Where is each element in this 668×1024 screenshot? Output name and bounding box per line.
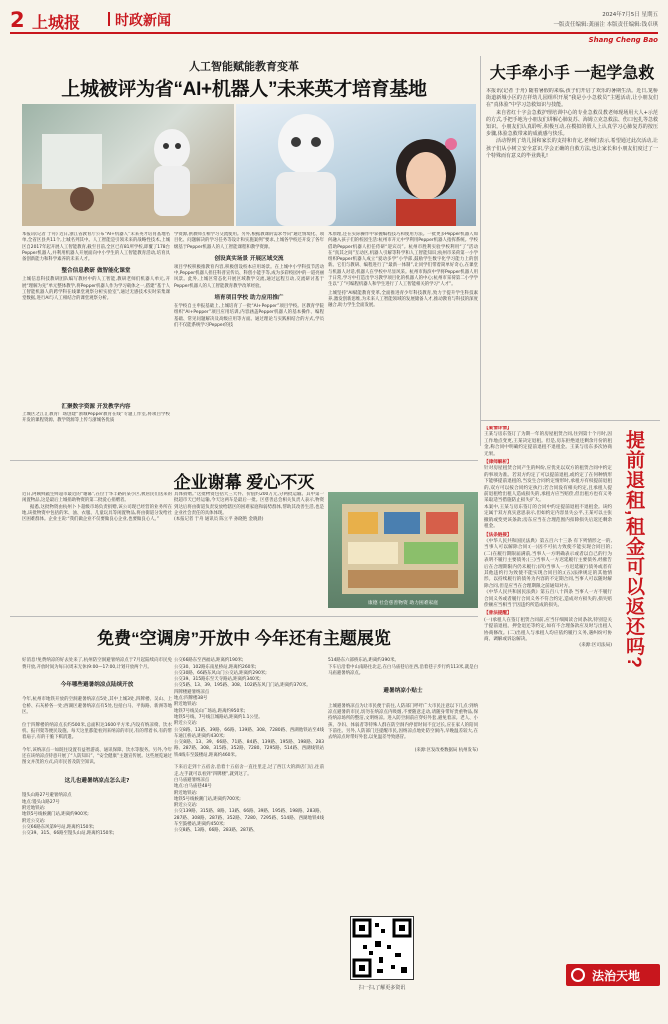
section-rule bbox=[10, 460, 478, 461]
law-heading-4: 【普法提醒】 bbox=[484, 611, 512, 617]
law-body bbox=[484, 426, 612, 956]
a2-body-1: 本报讯(记者 于舟) 随着暑假的来临,孩子们开启了欢乐的暑期生活。近日,笕桥街道新城小区的吉祥幼儿园组织开展“我是小小急救员”主题活动,让小朋友们在“真体验”中学习急救知识与技能。 bbox=[486, 88, 658, 109]
law-para-5: 《中华人民共和国民法典》第五百八十四条 当事人一方不履行合同义务或者履行合同义务不符合约定,造成对方损失的,损失赔偿额应当相当于因违约所造成的损失。 bbox=[484, 590, 612, 608]
photo-donation-shelf bbox=[328, 492, 478, 608]
a1-col2b-text: 项目学校积极推教育内容,积极创设校本应用场景。在上城中小学科技节活动中,Pepper机器人担任科普宣传员、科创小能手等,成为多彩校园中的一道亮丽风景。此外,上城区常态化开展区域教学交流,通过远程互动,交流研讨基于Pepper机器人的人工智能教育教学改革经验。 bbox=[174, 264, 324, 289]
header-rule bbox=[10, 32, 658, 34]
a1-col2c-text: 在学校自主申报基础上,上城培育了一批“AI+Pepper”项目学校。区教育学院组织“AI+Pepper”项目应用培训,内容涵盖Pepper机器人的基本操作、编程基础、常见问题解决及高级应用等方面。通过理论与实践相结合的方式,学员们不仅能系统学习Pepper的技 bbox=[174, 304, 324, 328]
a2-headline: 大手牵小手 一起学急救 bbox=[489, 65, 655, 82]
a4-subhead-1: 今年哪些避暑纳凉点陆续开放 bbox=[60, 682, 134, 689]
a1-subhead-3: 创设真实场景 开展区域交流 bbox=[214, 255, 284, 262]
a1-subhead-4: 培育项目学校 助力应用推广 bbox=[214, 295, 284, 302]
a1-col1c-text: 上城区之江汇教育广场创建“浙城Pepper教育在线”专题工作室,将项目学校开发的课程资源、教学资源等上传与浙城各优质 bbox=[22, 412, 170, 424]
a1-subhead-1: 整合信息教研 做智能化课堂 bbox=[61, 268, 131, 275]
a4-source: (来源:区发改委数据局 杭州发布) bbox=[414, 747, 478, 753]
divider bbox=[108, 12, 110, 26]
a4-subhead-2: 这儿也避暑纳凉点怎么走? bbox=[64, 778, 130, 785]
a1-col3b-text: 上城坚持“AI赋能教育变革,全面推进青少年科技教育,致力于提升学生科技素养,激发创新思维,为未来人工智能领域的发展储备人才,推动教育与科技的深度融合,助力学生全面发展。 bbox=[328, 290, 478, 309]
a4-col2-text: 公交66路东至西福站,距离约190米; 公交30、102路东南星桥站,距离约260米; 公交30路、66路东风山门公交站,距离约290米; 公交39、315路东至天寺路站,距离约340米; 公交5路、13、39、195路、308、102路东风门门站,距离约370米。 四牌楼避暑纳凉点 地点:四牌楼38号 附近地铁站: 地铁7号线吴山广场站,距离约950米; 地铁5号线、7号线江城路站,距离约1.1公里。 附近公交站: 公交8路、13路、39路、66路、139路、308、7280路、西湖他铁站至4线车通江桥站,距离约430米; 公交8路、13、39、66路、71路、84路、139路、195路、198路、283路、287路、308、315路、352路、7280、7295路、514路、西湖线铁站铁4线车至鼓楼站,距离约460米。 bbox=[174, 658, 324, 758]
a4-col3 bbox=[328, 652, 478, 912]
a1-subtitle: 人工智能赋能教育变革 bbox=[189, 61, 299, 73]
law-para-1: 王某与房东签订了为期一年的房屋租赁合同,住到第十个月时,因工作地点变更,王某决定退租。但是,房东拒绝退还剩余月份的租金,称合同中明确约定提前退租不退租金。王某与房东多次协商无果。 bbox=[484, 432, 612, 457]
child-robot-illustration bbox=[236, 104, 476, 226]
a2-body bbox=[486, 88, 658, 378]
a4-intro: 好消息!免费纳凉的好去处来了,杭州防空洞避暑纳凉点于7月起陆续向市民免费开放,开放时间为每日(周末无休)9:00—17:00,计划开放两个月。 bbox=[22, 658, 172, 670]
a1-subhead-2: 汇聚数字资源 开发教学内容 bbox=[61, 404, 131, 410]
law-para-3: 本案中,王某与房东签订的合同中约定提前退租不退租金。该约定属于双方真实意思表示,但如约定内容显失公平,王某可以主张撤销或变更该条款;房东应当在合理范围内扣除损失后返还剩余租金。 bbox=[484, 504, 612, 530]
a4-headline: 免费“空调房”开放中 今年还有主题展览 bbox=[97, 629, 391, 648]
photo-caption: 康德 社会慈善物资 助力困难家庭 bbox=[367, 601, 439, 606]
law-para-6: (一)承租人在签订租赁合同前,应当仔细阅读合同条款,特别是关于提前退租、押金退还等约定,如有不合理条款应及时与出租人协商修改。(二)出租人与承租人均应依约履行义务,遇纠纷可协商、调解或诉讼解决。 bbox=[484, 617, 612, 642]
qr-code[interactable] bbox=[350, 916, 414, 980]
a4-route1: 馒头山路27号避暑纳凉点 地点:馒头山路27号 附近地铁站: 地铁5号线候潮门站,距离约900米; 附近公交站: 公交66路东风第9号站,距离约150米; 公交39、315、66路至馒头山站,距离约150米; bbox=[22, 793, 115, 837]
law-heading-2: 【律师解析】 bbox=[484, 460, 512, 466]
page-number: 2 bbox=[10, 8, 25, 32]
a3-col2 bbox=[174, 492, 324, 602]
a1-col2-text: 学资源,供教师互相学习交流使用。另外,根据教课的需求导向“通过情境化、项目化、问题解决的学习任务等设计和实施案例”要求,上城各学校还开发了各年级基于Pepper机器人的人工智能课程和教学资源。 bbox=[174, 232, 324, 250]
a1-col1-text: 本报讯(记者 于舟) 近日,浙江省教育厅公布“AI+机器人”未来英才培育基地名单,全省区县共11个,上城名列其中。人工智能是引领未来的战略性技术,上城区自2017年起开展人工智能教育,截至目前,全区已有81所学校,即覆了178台Pepper机器人,并利用机器人开展面向中小学生的人工智能教育活动,培育具备创新能力和科学素养的未来人才。 bbox=[22, 232, 170, 263]
a1-col2 bbox=[174, 232, 324, 456]
a4-col2 bbox=[174, 652, 324, 1024]
a1-headline: 上城被评为省“AI+机器人”未来英才培育基地 bbox=[61, 79, 427, 100]
a4-l2: 位于四牌楼的纳凉点长约500米,总面积达1600平方米,内设有纳凉椅、饮水机、报刊架等便民设施。每天这里都能看到来纳凉的市民,有的带着书,有的带着扇子,有的干脆下棋消遣。 bbox=[22, 722, 172, 741]
english-name: Shang Cheng Bao bbox=[588, 36, 658, 44]
law-vertical-title: 提前退租,租金可以返还吗? bbox=[623, 430, 644, 669]
qr-caption: 扫一扫,了解更多资讯 bbox=[358, 985, 406, 991]
photo-child-with-robot bbox=[236, 104, 476, 226]
law-heading-3: 【法条链接】 bbox=[484, 532, 512, 538]
page-header bbox=[10, 8, 658, 48]
section-rule-2 bbox=[10, 616, 478, 617]
masthead-logo: 上城报 bbox=[32, 13, 81, 32]
a2-body-2: 来自省红十字会急救护理培训中心的专业急救员教老师现场用大人+示范的方式,手把手地为小朋友们讲解心肺复苏、海姆立克急救法、伤口包扎等急救知识。小朋友们认真聆听,积极互动,在模拟的假人上认真学习心肺复苏的按压步骤,体验急救带来的成就感与快乐。 bbox=[486, 109, 658, 138]
a3-note: (本报记者 于舟 通讯员 陈立平 孙晓艳 金晓晨) bbox=[174, 517, 264, 523]
a3-col1b-text: 据悉,这批物资由杭州卜卜超级市场负责捐赠,该公司现已经营的业务所在地,该批物资中包括的米、油、衣服、儿童玩具等闲置物品,将由街道分发给社区困难群体。企业主说:“我们做企业不仅要做良心企业,也要做良心人。” bbox=[22, 504, 172, 523]
a4-col2b-text: 下来后走到十五宿舍,沿着十五宿舍一直往里走,过了西江大的酒店门后,往前走,左手就可以看到“四牌楼”,就到这了。 白马庙避暑纳凉点 地点:白马庙巷48号 附近地铁站: 地铁5号线候潮门站,距离约700米; 附近公交站: 公交139路、315路、8路、13路、66路、39路、195路、198路、283路、287路、308路、287路、352路、7280、7295路、514路、西湖地铁4线车至鼓楼站,距离约450米; 公交8路、13路、66路、283路、287路、 bbox=[174, 765, 324, 834]
a2-body-3: 活动得到了幼儿园和家长的支持和肯定,老师们表示,希望通过此次活动,让孩子们从小树立安全意识,学会正确的自救方法,也让家长和小朋友们度过了一个特殊而有意义的毕业典礼! bbox=[486, 138, 658, 159]
law-para-2: 针对房屋租赁合同产生的纠纷,应优先以双方的租赁合同中约定的事项为准。若双方约定了可以提前退租,或约定了在何种情形下能够提前退租的,当发生合同约定情形时,承租方有权提前退租的,双方可以按合同约定执行;若合同没有相关约定,且承租人提前退租给出租人造成损失的,承租方应当赔偿,但出租方也有义务采取适当措施防止损失扩大。 bbox=[484, 466, 612, 504]
a1-col3 bbox=[328, 232, 478, 456]
robot-classroom-illustration bbox=[22, 104, 234, 226]
a4-col1 bbox=[22, 652, 172, 1024]
a4-tips-heading: 避暑纳凉小贴士 bbox=[383, 688, 423, 695]
qr-pattern-icon bbox=[351, 917, 413, 979]
a1-col1 bbox=[22, 232, 170, 392]
a3-col1 bbox=[22, 492, 172, 602]
column-divider bbox=[480, 56, 481, 446]
a3-headline: 企业谢幕 爱心不灭 bbox=[173, 473, 315, 492]
law-banner-label: 法治天地 bbox=[592, 969, 641, 983]
shelf-illustration bbox=[328, 492, 478, 608]
a4-l1: 今年,杭州市地铁开放的空洞避暑纳凉点5处,其中上城3处,四牌楼、吴山、上仓桥、石灰桥各一处;西湖区避暑纳凉点有5处,包括白马、平海路、新洲等地区。 bbox=[22, 697, 172, 716]
law-source: (来源:区司法局) bbox=[579, 643, 612, 649]
a4-tips-text: 上城避暑纳凉点为让市民便于前往,人防部门呼吁广大市民注意以下几点:到纳凉点避暑的市民,切勿在纳凉点内吸烟,不要随意走动,请随身带好贵重物品,保持纳凉场所的整洁,文明纳凉。进入防空洞前应穿好外套,避免着凉。老人、小孩、孕妇、体弱者等特殊人群在防空洞内停留时间不宜过长,应在家人的陪同下前往。另外,人防部门还提醒市民,因纳凉点地处防空洞内,早晚温差较大,在去纳凉点时带好外套,以免温差导致感冒。 bbox=[328, 703, 478, 741]
a3-col1-text: 近日,阿姨鲜蔬生鲜超市最近的“谢幕”,在位于华丰路的某小区,被居民们送来的闲置物品,这是最后上城捐助物资的第二批爱心捐赠者。 bbox=[22, 492, 172, 504]
a1-col1b-text: 上城信息科技教研团队编写教材中的人工智能,教研老师们机器人单元,开展“理解为先”单元整体教学,将Pepper机器人作为学习载体之一,搭建“基于人工智能机器人的跨学科在线课堂观察分析实验室”,通过无感技术实时采集课堂数据,进行AI与人工相结合的课堂观察分析。 bbox=[22, 277, 170, 302]
law-top-rule bbox=[480, 420, 660, 421]
photo-robot-classroom bbox=[22, 104, 234, 226]
issue-date: 2024年7月5日 星期五 bbox=[602, 12, 658, 18]
a4-l3: 今年,该纳凉点一如既往设置有益智游戏、通讯保障、饮水等服务。另外,今年还在该纳凉点特意开展了“人防知识”、“安全健康”主题宣传展。这些展览通过图文并茂的方式,向市民普及防空知识。 bbox=[22, 747, 172, 766]
law-banner bbox=[566, 964, 660, 986]
editor-credits: 一版责任编辑:龚丽注 本版责任编辑:钱卓琪 bbox=[553, 22, 658, 28]
law-para-4: 《中华人民共和国民法典》第五百六十三条 有下列情形之一的,当事人可以解除合同:(一)因不可抗力致使不能实现合同目的;(二)在履行期限届满前,当事人一方明确表示或者以自己的行为表明不履行主要债务;(三)当事人一方迟延履行主要债务,经催告后在合理期限内仍未履行;(四)当事人一方迟延履行债务或者有其他违约行为致使不能实现合同目的;(五)法律规定的其他情形。以持续履行的债务为内容的不定期合同,当事人可以随时解除合同,但是应当在合理期限之前通知对方。 bbox=[484, 538, 612, 589]
a1-col3-text: 术原理,还在实际操作中掌握编程技巧和使用方法。一批更多Pepper机器人如何融入孩子们的校园生活:杭州市开元中学利用Pepper机器人指挥系统。学校借助Pepper机器人担任侍研“迎宾员”。杭州市胜利实验学校利用“了”活动在“真其之间”互动区,机器人引解等科学和人工智能知识;杭州市采荷第一小学组织Pepper机器人成立“爱动多学”小学部,鼓励学生数字化学习能力上的创新。它们与教研、编程进行了“最新一体制”,让同学们带着简单好奇心,在课堂与机器人对话,机器人在学校中尽显风采。杭州市海滨中学将Pepper机器人用于日常,学习中打造出学习教学项目化的机器人的中心;杭州市采荷第二小学学生以“了”可编程机器人和学生进行了人工智能相关的学习“人才”。 bbox=[328, 232, 478, 288]
law-heading-1: 【案情详情】 bbox=[484, 426, 512, 431]
a3-col2-text: 具体捐赠。”这批物资包括大三大件、价值约200万元,分两批运输。其中第一批超市天已经运输,今天这两车是最后一批。区慈善总会相关负责人表示,物资到达后将由街道负责发放给辖区的困难家庭和弱势群体,帮助其改善生活,也是企业社会责任的具体体现。 bbox=[174, 492, 324, 516]
a4-col3-text: 514路东六部桥东站,距离约390米。 下车后沿着中山南路往北走,在白马庙巷后往西,沿着巷子步行约113米,就是白马庙避暑纳凉点。 bbox=[328, 658, 478, 676]
scales-icon bbox=[571, 968, 585, 982]
section-name: 时政新闻 bbox=[115, 13, 171, 29]
